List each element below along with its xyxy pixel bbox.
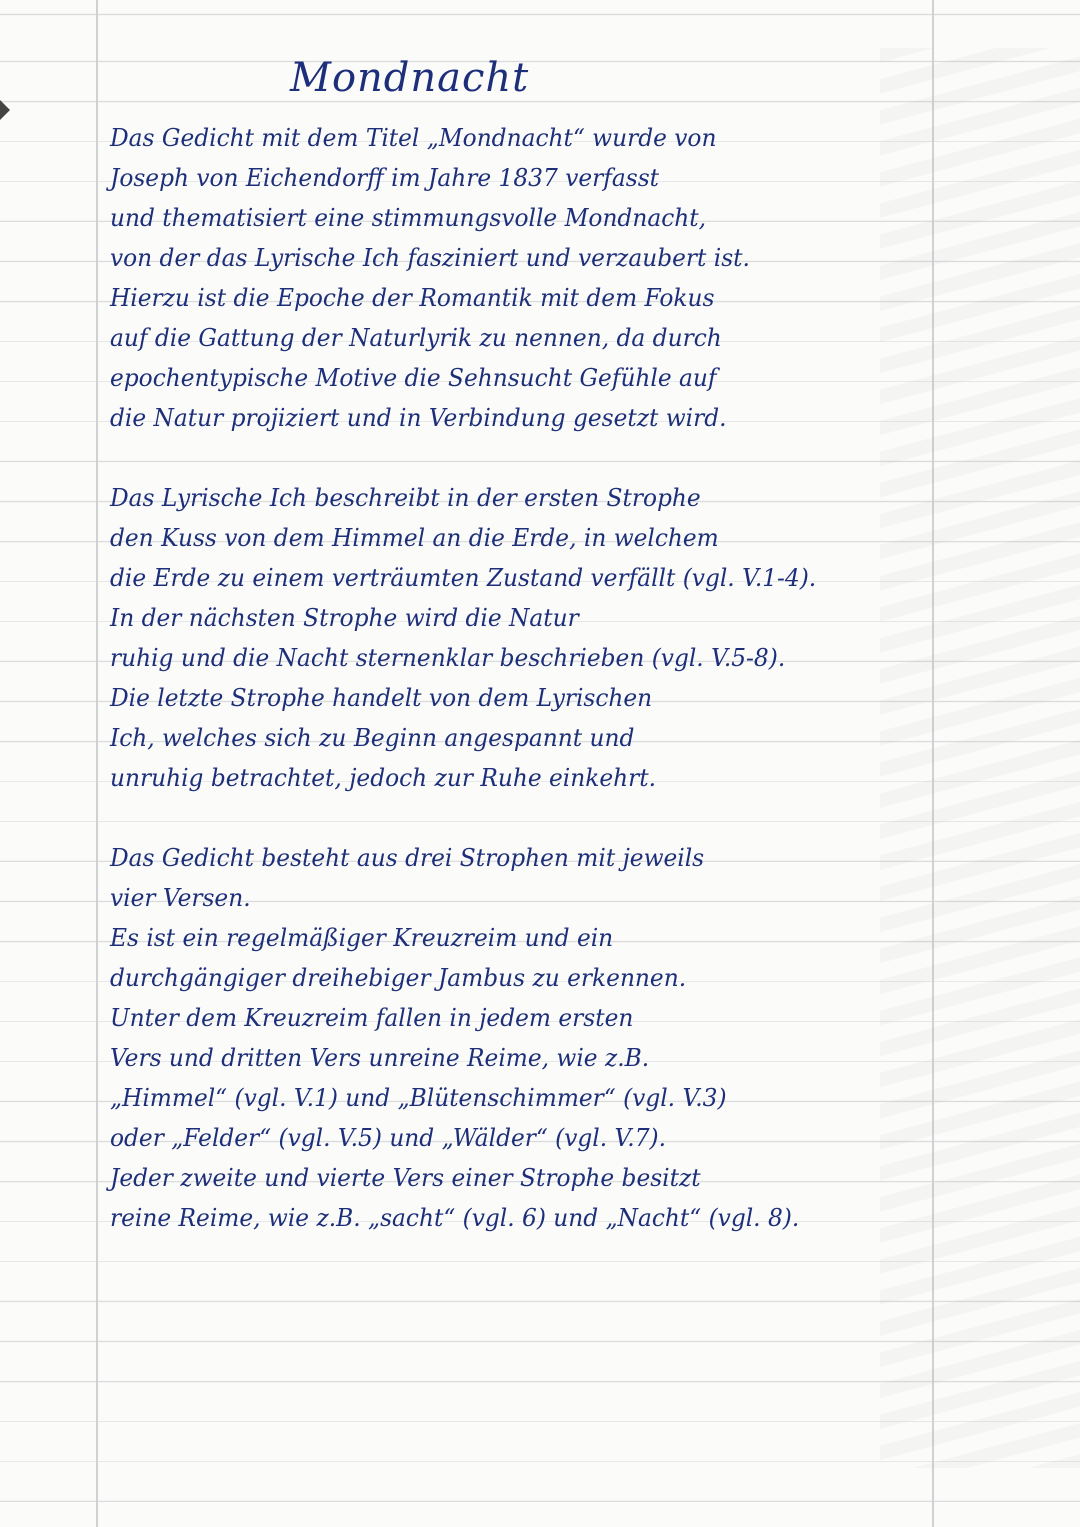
text-line: Hierzu ist die Epoche der Romantik mit dem Fokus — [110, 284, 715, 312]
text-line: In der nächsten Strophe wird die Natur — [110, 604, 579, 632]
text-line: und thematisiert eine stimmungsvolle Mondnacht, — [110, 204, 707, 232]
paragraph-introduction — [110, 118, 950, 438]
left-margin-line — [96, 0, 98, 1527]
text-line: die Erde zu einem verträumten Zustand verfällt (vgl. V.1-4). — [110, 564, 817, 592]
text-line: ruhig und die Nacht sternenklar beschrieben (vgl. V.5-8). — [110, 644, 786, 672]
text-line: vier Versen. — [110, 884, 251, 912]
handwritten-text — [110, 38, 950, 1238]
text-line: unruhig betrachtet, jedoch zur Ruhe einkehrt. — [110, 764, 657, 792]
text-line: Das Lyrische Ich beschreibt in der ersten Strophe — [110, 484, 701, 512]
text-line: Es ist ein regelmäßiger Kreuzreim und ein — [110, 924, 614, 952]
paragraph-form-analysis — [110, 838, 950, 1238]
page-title: Mondnacht — [290, 55, 530, 101]
text-line: auf die Gattung der Naturlyrik zu nennen, da durch — [110, 324, 722, 352]
text-line: Das Gedicht besteht aus drei Strophen mit jeweils — [110, 844, 705, 872]
text-line: die Natur projiziert und in Verbindung gesetzt wird. — [110, 404, 727, 432]
text-line: reine Reime, wie z.B. „sacht“ (vgl. 6) und „Nacht“ (vgl. 8). — [110, 1204, 800, 1232]
text-line: oder „Felder“ (vgl. V.5) und „Wälder“ (vgl. V.7). — [110, 1124, 666, 1152]
text-line: durchgängiger dreihebiger Jambus zu erkennen. — [110, 964, 687, 992]
text-line: „Himmel“ (vgl. V.1) und „Blütenschimmer“ (vgl. V.3) — [110, 1084, 727, 1112]
text-line: Joseph von Eichendorff im Jahre 1837 verfasst — [110, 164, 659, 192]
text-line: den Kuss von dem Himmel an die Erde, in welchem — [110, 524, 719, 552]
text-line: Unter dem Kreuzreim fallen in jedem ersten — [110, 1004, 634, 1032]
text-line: Jeder zweite und vierte Vers einer Strophe besitzt — [110, 1164, 701, 1192]
text-line: Vers und dritten Vers unreine Reime, wie z.B. — [110, 1044, 650, 1072]
text-line: Die letzte Strophe handelt von dem Lyrischen — [110, 684, 653, 712]
text-line: Das Gedicht mit dem Titel „Mondnacht“ wurde von — [110, 124, 717, 152]
text-line: epochentypische Motive die Sehnsucht Gefühle auf — [110, 364, 717, 392]
page-edge-marker — [0, 100, 10, 120]
paragraph-content-summary — [110, 478, 950, 798]
text-line: Ich, welches sich zu Beginn angespannt und — [110, 724, 635, 752]
text-line: von der das Lyrische Ich fasziniert und verzaubert ist. — [110, 244, 750, 272]
